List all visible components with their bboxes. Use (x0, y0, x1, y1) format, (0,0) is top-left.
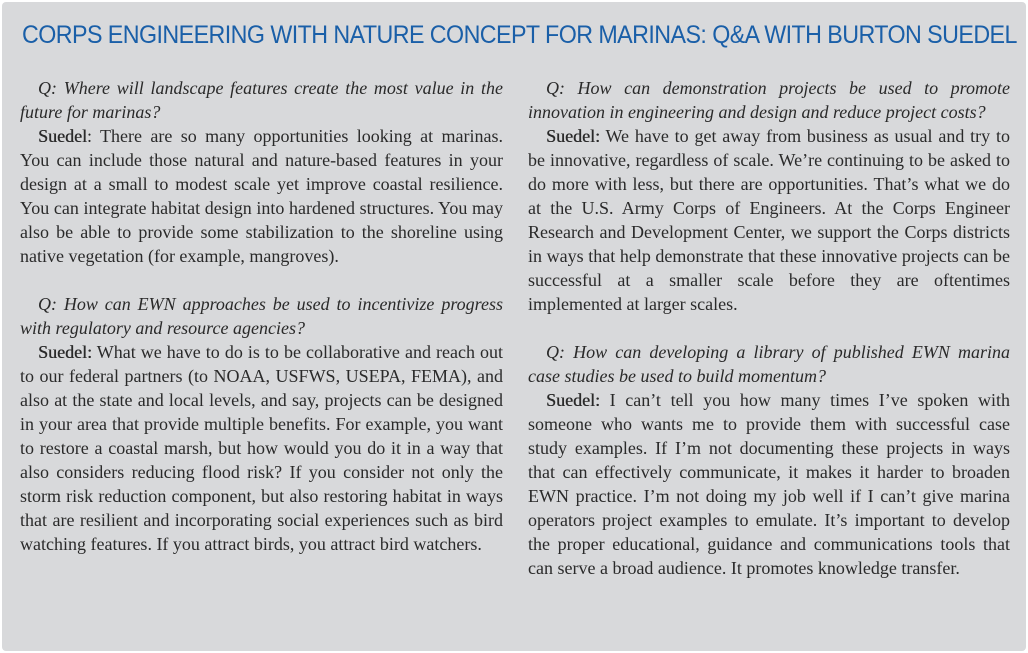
answer-text (528, 124, 1010, 316)
question-text (528, 340, 1010, 388)
question-body: : How can demonstration projects be used to promote innovation in engineering and design and reduce project costs? (528, 78, 1010, 122)
question-label: Q (38, 294, 51, 314)
right-column (528, 76, 1010, 580)
answer-body: What we have to do is to be collaborative and reach out to our federal partners (to NOAA, USFWS, USEPA, FEMA), and also at the state and local levels, and say, projects can be designed in your area that provide multiple benefits. For example, you want to restore a coastal marsh, but how would you do it in a way that also considers reducing flood risk? If you consider not only the storm risk reduction component, but also restoring habitat in ways that are resilient and incorporating social experiences such as bird watching features. If you attract birds, you attract bird watchers. (20, 342, 503, 554)
qa-sidebar-panel (2, 2, 1026, 651)
question-label: Q (546, 78, 559, 98)
qa-block (528, 340, 1010, 580)
qa-block (528, 76, 1010, 316)
answer-body: : There are so many opportunities looking at marinas. You can include those natural and nature-based features in your design at a small to modest scale yet improve coastal resilience. You can integrate habitat design into hardened structures. You may also be able to provide some stabilization to the shoreline using native vegetation (for example, mangroves). (20, 126, 503, 266)
answer-body: I can’t tell you how many times I’ve spoken with someone who wants me to provide them with successful case study examples. If I’m not documenting these projects in ways that can effectively communicate, it makes it harder to broaden EWN practice. I’m not doing my job well if I can’t give marina operators project examples to emulate. It’s important to develop the proper educational, guidance and communications tools that can serve a broad audience. It promotes knowledge transfer. (528, 390, 1010, 578)
speaker-label: Suedel: (546, 390, 600, 410)
answer-body: We have to get away from business as usual and try to be innovative, regardless of scale. We’re continuing to be asked to do more with less, but there are opportunities. That’s what we do at the U.S. Army Corps of Engineers. At the Corps Engineer Research and Development Center, we support the Corps districts in ways that help demonstrate that these innovative projects can be successful at a smaller scale before they are oftentimes implemented at larger scales. (528, 126, 1010, 314)
qa-block (20, 76, 503, 268)
answer-text (20, 124, 503, 268)
question-body: : How can developing a library of published EWN marina case studies be used to build momentum? (528, 342, 1010, 386)
answer-text (20, 340, 503, 556)
question-body: : How can EWN approaches be used to incentivize progress with regulatory and resource agencies? (20, 294, 503, 338)
left-column (20, 76, 503, 556)
answer-text (528, 388, 1010, 580)
question-body: : Where will landscape features create the most value in the future for marinas? (20, 78, 503, 122)
question-label: Q (546, 342, 559, 362)
question-text (20, 76, 503, 124)
speaker-label: Suedel (38, 126, 87, 146)
page-title: CORPS ENGINEERING WITH NATURE CONCEPT FOR MARINAS: Q&A WITH BURTON SUEDEL (22, 21, 1017, 49)
question-text (20, 292, 503, 340)
question-text (528, 76, 1010, 124)
question-label: Q (38, 78, 51, 98)
speaker-label: Suedel: (546, 126, 600, 146)
speaker-label: Suedel: (38, 342, 92, 362)
qa-block (20, 292, 503, 556)
